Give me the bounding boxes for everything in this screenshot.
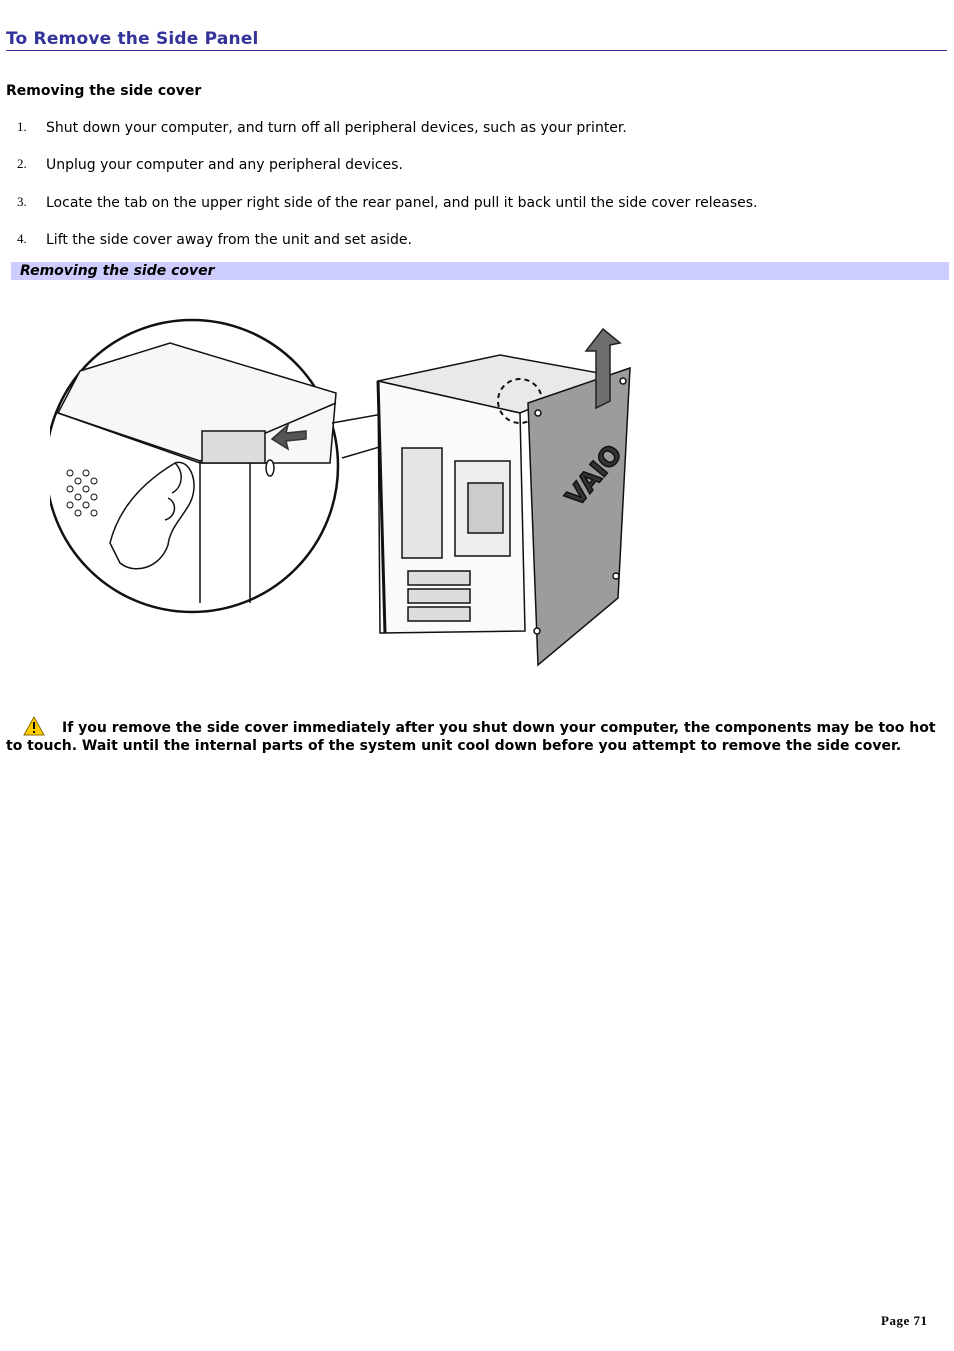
- step-number: 4.: [17, 231, 27, 246]
- step-number: 1.: [17, 119, 27, 134]
- step-text: Locate the tab on the upper right side of the rear panel, and pull it back until the side cover releases.: [46, 195, 758, 211]
- vaio-logo: VAIO: [560, 439, 629, 513]
- step-text: Unplug your computer and any peripheral devices.: [46, 157, 403, 173]
- figure-caption-bar: [11, 262, 949, 280]
- caution-note: [6, 716, 946, 755]
- section-heading: Removing the side cover: [6, 83, 202, 99]
- step-number: 3.: [17, 194, 27, 209]
- step-text: Lift the side cover away from the unit and set aside.: [46, 232, 412, 248]
- list-item: [0, 194, 940, 214]
- page-title: To Remove the Side Panel: [6, 29, 947, 51]
- caution-text: If you remove the side cover immediately after you shut down your computer, the components may be too hot to touch. Wait until the internal parts of the system unit cool down before you attempt to remove the side cover.: [6, 720, 936, 754]
- figure-caption: Removing the side cover: [20, 263, 215, 279]
- list-item: [0, 119, 940, 139]
- page-number: Page 71: [881, 1313, 928, 1328]
- step-text: Shut down your computer, and turn off all peripheral devices, such as your printer.: [46, 120, 627, 136]
- list-item: [0, 156, 940, 176]
- list-item: [0, 231, 940, 251]
- warning-icon: [23, 716, 45, 736]
- side-cover-illustration: [50, 313, 640, 671]
- step-number: 2.: [17, 156, 27, 171]
- computer-tower-illustration: [50, 313, 640, 671]
- magnified-detail: [50, 320, 338, 612]
